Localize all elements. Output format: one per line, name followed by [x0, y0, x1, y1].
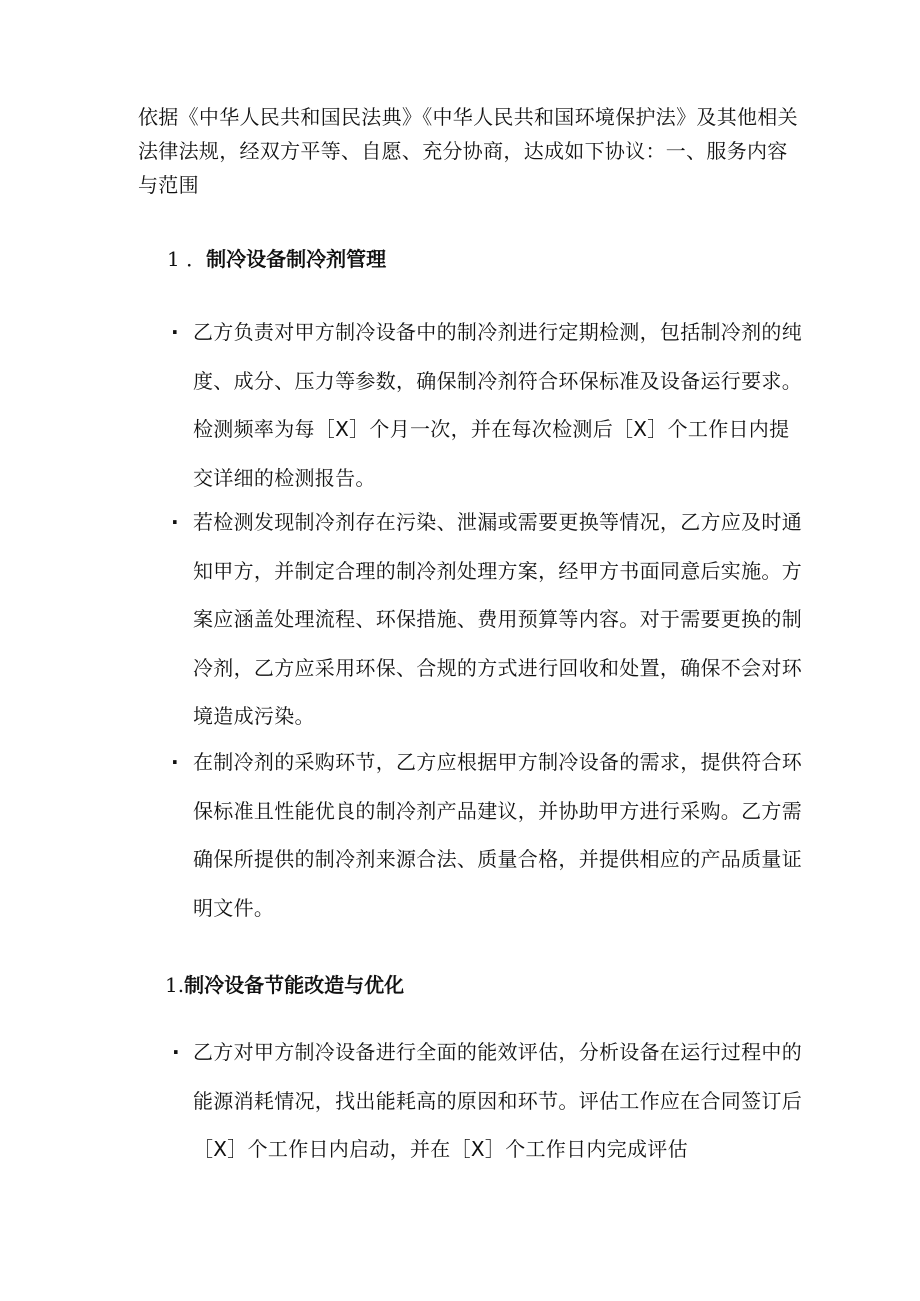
- bullet-text: 在制冷剂的采购环节，乙方应根据甲方制冷设备的需求，提供符合环保标准且性能优良的制冷剂产品建议，并协助甲方进行采购。乙方需确保所提供的制冷剂来源合法、质量合格，并提供相应的产品质量证明文件。: [193, 750, 802, 920]
- section-title: 制冷设备节能改造与优化: [184, 973, 405, 997]
- bullet-paragraph: [171, 308, 805, 502]
- bullet-dot: ·: [171, 510, 179, 534]
- bullet-dot: ·: [172, 1040, 180, 1064]
- bullet-text: 乙方对甲方制冷设备进行全面的能效评估，分析设备在运行过程中的能源消耗情况，找出能耗高的原因和环节。评估工作应在合同签订后［X］个工作日内启动，并在［X］个工作日内完成评估: [193, 1040, 802, 1161]
- bullet-text: 若检测发现制冷剂存在污染、泄漏或需要更换等情况，乙方应及时通知甲方，并制定合理的制冷剂处理方案，经甲方书面同意后实施。方案应涵盖处理流程、环保措施、费用预算等内容。对于需要更换的制冷剂，乙方应采用环保、合规的方式进行回收和处置，确保不会对环境造成污染。: [193, 510, 802, 728]
- bullet-paragraph: [171, 738, 805, 932]
- section-title: 制冷设备制冷剂管理: [206, 247, 387, 271]
- section-number: 1.: [165, 973, 185, 997]
- bullet-dot: ·: [171, 750, 179, 774]
- section-heading-2: [165, 970, 404, 1000]
- bullet-paragraph: [172, 1028, 805, 1174]
- section-number: 1 ．: [167, 247, 207, 271]
- section-heading-1: [167, 244, 386, 274]
- bullet-text: 乙方负责对甲方制冷设备中的制冷剂进行定期检测，包括制冷剂的纯度、成分、压力等参数，确保制冷剂符合环保标准及设备运行要求。检测频率为每［X］个月一次，并在每次检测后［X］个工作日内提交详细的检测报告。: [193, 320, 802, 490]
- intro-paragraph: 依据《中华人民共和国民法典》《中华人民共和国环境保护法》及其他相关法律法规，经双方平等、自愿、充分协商，达成如下协议：一、服务内容与范围: [138, 105, 798, 197]
- bullet-dot: ·: [171, 320, 179, 344]
- bullet-paragraph: [171, 498, 805, 741]
